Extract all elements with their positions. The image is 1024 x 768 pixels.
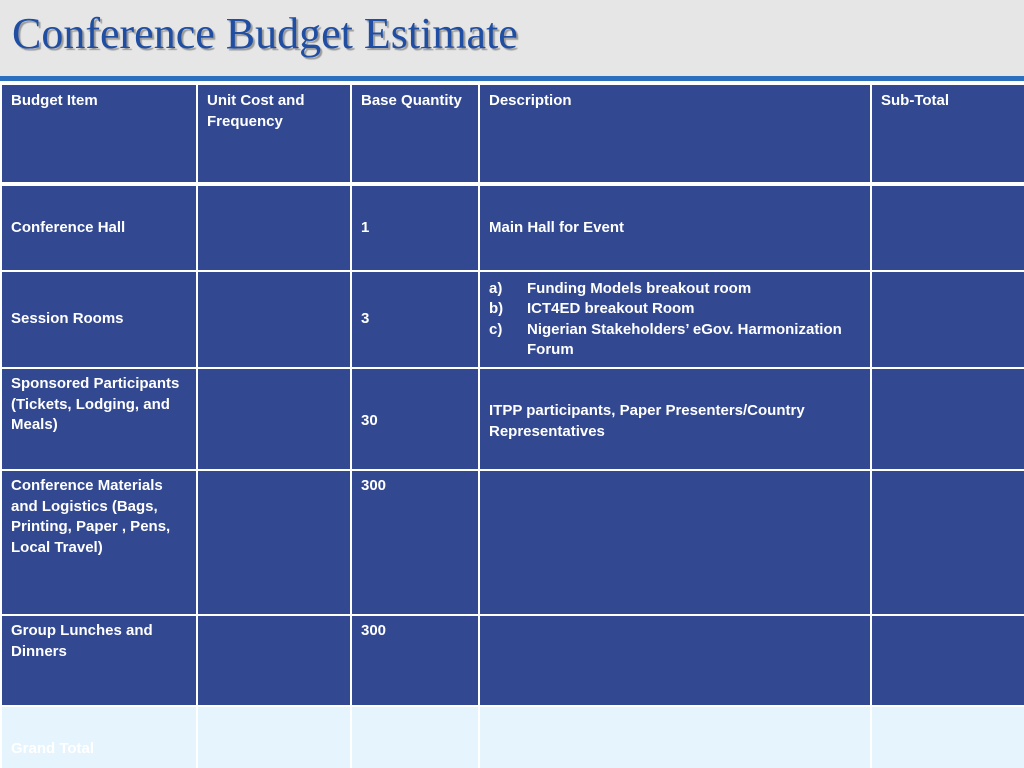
cell-unit-cost [197, 184, 351, 271]
grand-total-value [871, 706, 1024, 768]
cell-budget-item: Session Rooms [1, 271, 197, 368]
slide-title: Conference Budget Estimate [12, 9, 518, 58]
cell-unit-cost [197, 368, 351, 470]
list-item [489, 299, 861, 320]
table-row [1, 184, 1024, 271]
cell-unit-cost [197, 470, 351, 615]
header-sub-total: Sub-Total [871, 84, 1024, 184]
cell-unit-cost [197, 271, 351, 368]
cell-sub-total [871, 368, 1024, 470]
table-row [1, 470, 1024, 615]
cell-budget-item: Conference Hall [1, 184, 197, 271]
table-row [1, 271, 1024, 368]
cell-description [479, 615, 871, 706]
list-item [489, 279, 861, 300]
cell-sub-total [871, 271, 1024, 368]
grand-total-row [1, 706, 1024, 768]
cell-budget-item: Sponsored Participants (Tickets, Lodging, and Meals) [1, 368, 197, 470]
title-divider [0, 76, 1024, 81]
list-marker: a) [489, 279, 503, 297]
cell-base-quantity: 3 [351, 271, 479, 368]
list-marker: b) [489, 300, 504, 317]
list-text: Nigerian Stakeholders’ eGov. Harmonization Forum [527, 320, 842, 358]
cell-sub-total [871, 184, 1024, 271]
cell-budget-item: Group Lunches and Dinners [1, 615, 197, 706]
cell-sub-total [871, 615, 1024, 706]
cell-description [479, 706, 871, 768]
cell-base-quantity: 300 [351, 615, 479, 706]
header-base-quantity: Base Quantity [351, 84, 479, 184]
header-description: Description [479, 84, 871, 184]
cell-unit-cost [197, 706, 351, 768]
cell-base-quantity: 1 [351, 184, 479, 271]
table-row [1, 368, 1024, 470]
header-unit-cost: Unit Cost and Frequency [197, 84, 351, 184]
list-text: Funding Models breakout room [527, 279, 752, 297]
list-text: ICT4ED breakout Room [527, 300, 695, 317]
cell-description: Main Hall for Event [479, 184, 871, 271]
session-rooms-list [489, 279, 861, 361]
cell-sub-total [871, 470, 1024, 615]
cell-base-quantity [351, 706, 479, 768]
title-band [0, 0, 1024, 76]
table-row [1, 615, 1024, 706]
cell-description [479, 470, 871, 615]
cell-base-quantity: 30 [351, 368, 479, 470]
header-budget-item: Budget Item [1, 84, 197, 184]
list-item [489, 320, 861, 361]
table-header-row [1, 84, 1024, 184]
cell-unit-cost [197, 615, 351, 706]
list-marker: c) [489, 320, 503, 338]
cell-base-quantity: 300 [351, 470, 479, 615]
cell-description: ITPP participants, Paper Presenters/Country Representatives [479, 368, 871, 470]
cell-budget-item: Conference Materials and Logistics (Bags, Printing, Paper , Pens, Local Travel) [1, 470, 197, 615]
budget-table [0, 83, 1024, 768]
cell-description [479, 271, 871, 368]
grand-total-label: Grand Total [1, 706, 197, 768]
